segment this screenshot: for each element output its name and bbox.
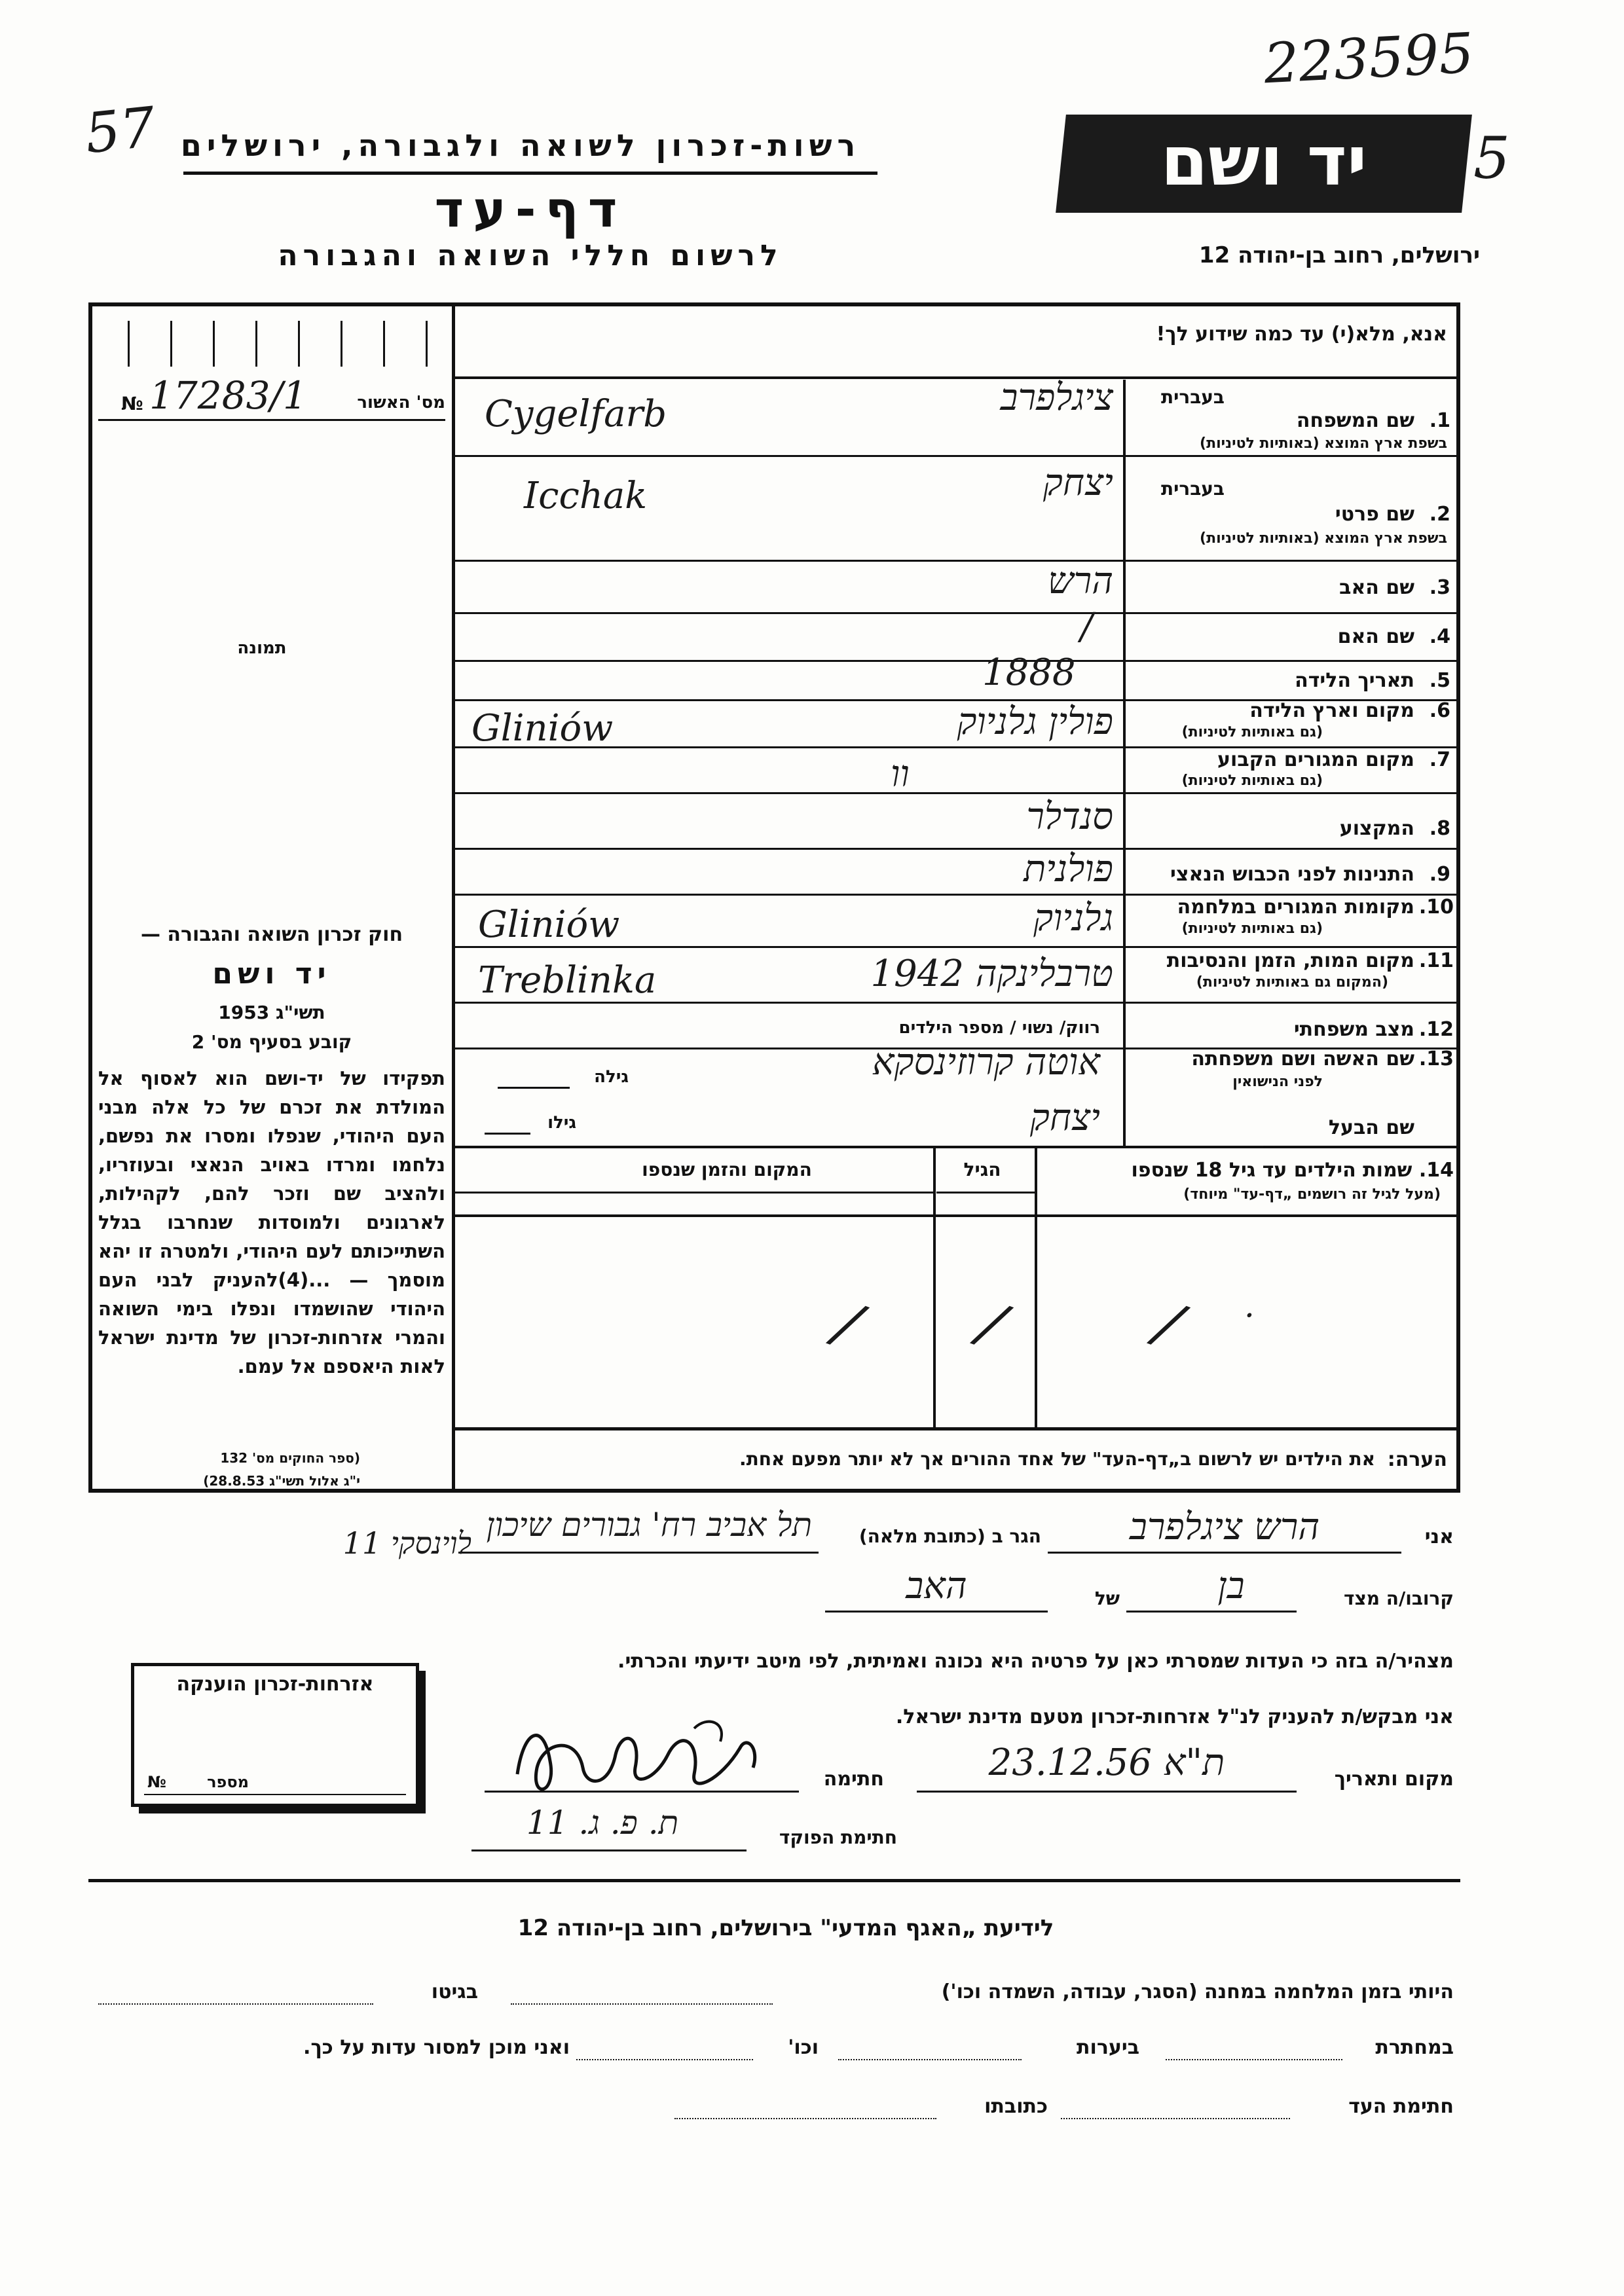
residing-label: הגר ב (כתובת מלאה) xyxy=(858,1525,1041,1547)
header-address: ירושלים, רחוב בן-יהודה 12 xyxy=(1198,242,1480,268)
row-rule-10 xyxy=(455,946,1460,948)
address-line xyxy=(458,1552,819,1554)
field-10-label: מקומות המגורים במלחמה xyxy=(1177,896,1414,919)
forests-fill xyxy=(838,2059,1022,2062)
note-label: הערה: xyxy=(1387,1448,1447,1471)
bottom-separator xyxy=(88,1879,1460,1882)
archive-number-right: 5 xyxy=(1473,124,1510,192)
ghetto-fill xyxy=(98,2003,373,2006)
bottom-line1: היותי בזמן המלחמה במחנה (הסגר, עבודה, השמדה וכו') xyxy=(941,1980,1454,2003)
field-7-label: מקום המגורים הקבוע xyxy=(1217,748,1414,771)
field-10-latin-value: Gliniów xyxy=(478,903,620,946)
bottom-heading: לידיעת „האגף המדעי" בירושלים, רחוב בן-יהודה 12 xyxy=(517,1915,1054,1941)
officer-signature-label: חתימת הפוקד xyxy=(779,1827,897,1848)
field-7-number: 7. xyxy=(1429,748,1450,771)
field-2-label: שם פרטי xyxy=(1335,503,1414,526)
field-3-number: 3. xyxy=(1429,576,1450,599)
etc-label: וכו' xyxy=(788,2036,819,2059)
law-name: יד ושם xyxy=(212,957,331,991)
citizenship-box-shadow-bottom xyxy=(139,1807,426,1813)
officer-signature-line xyxy=(471,1850,747,1851)
field-2-hebrew-value: יצחק xyxy=(1043,462,1113,504)
field-6-number: 6. xyxy=(1429,699,1450,722)
forests-label: ביערות xyxy=(1077,2036,1139,2059)
children-header-rule-a xyxy=(936,1192,1035,1194)
husband-value: יצחק xyxy=(1029,1097,1100,1139)
citizenship-box-shadow-right xyxy=(419,1671,426,1813)
field-6-note: (גם באותיות לטיניות) xyxy=(1181,724,1323,740)
age-line-wife xyxy=(498,1087,570,1089)
field-3-value: הרש xyxy=(1048,560,1113,602)
field-13-value: אוטה קרוזינסקא xyxy=(872,1041,1100,1084)
field-13-number: 13. xyxy=(1418,1048,1454,1070)
relation-label: קרובו/ה מצד xyxy=(1344,1588,1454,1609)
relation-of-line xyxy=(825,1611,1048,1613)
field-7-note: (גם באותיות לטיניות) xyxy=(1181,773,1323,789)
age-label-husband: גילו xyxy=(547,1113,576,1133)
children-label: 14. שמות הילדים עד גיל 18 שנספו xyxy=(1131,1159,1454,1182)
declarant-name: הרש ציגלפרב xyxy=(1129,1506,1320,1548)
org-line: רשות-זכרון לשואה ולגבורה, ירושלים xyxy=(180,128,861,163)
witness-ready-label: ואני מוכן למסור עדות על כך. xyxy=(303,2036,570,2059)
approval-number: 17283/1 xyxy=(149,373,307,418)
law-section: קובע בסעיף מס' 2 xyxy=(191,1031,352,1053)
field-9-number: 9. xyxy=(1429,863,1450,886)
children-age-header: הגיל xyxy=(963,1159,1001,1180)
citizenship-request: אני מבקש/ת להעניק לנ"ל אזרחות-זכרון מטעם מדינת ישראל. xyxy=(895,1705,1454,1728)
field-11-latin-value: Treblinka xyxy=(478,959,657,1002)
approval-prefix: № xyxy=(121,393,143,414)
signature-label: חתימה xyxy=(823,1768,884,1791)
photo-label: תמונה xyxy=(237,638,287,658)
extra-address: לוינסקי 11 xyxy=(342,1525,471,1561)
handwritten-signature xyxy=(498,1702,773,1813)
declaration-text: מצהיר/ה בזה כי העדות שמסרתי כאן על פרטיה היא נכונה ואמיתית, לפי מיטב ידיעתי והכרתי. xyxy=(618,1650,1454,1673)
law-source-1: (ספר החוקים מס' 132 xyxy=(220,1450,360,1466)
header-rule xyxy=(183,172,877,175)
citizenship-box-number-line xyxy=(144,1794,406,1795)
form-title: דף-עד xyxy=(434,180,627,238)
field-5-value: 1888 xyxy=(982,651,1076,694)
approval-label: מס' האשור xyxy=(357,393,445,412)
form-subtitle: לרשום חללי השואה והגבורה xyxy=(278,239,783,272)
form-instruction: אנא, מלא(י) עד כמה שידוע לך! xyxy=(1156,323,1447,346)
law-source-2: י"ג אלול תשי"ג 28.8.53) xyxy=(203,1473,360,1489)
field-6-label: מקום וארץ הלידה xyxy=(1249,699,1414,722)
field-11-hebrew-value: טרבלינקה 1942 xyxy=(870,953,1113,995)
ani-label: אני xyxy=(1424,1525,1454,1548)
bottom-line1-fill xyxy=(511,2003,773,2006)
field-7-value: וו xyxy=(891,753,910,795)
witness-signature-label: חתימת העד xyxy=(1348,2095,1454,2118)
row-rule-4 xyxy=(455,660,1460,662)
field-6-hebrew-value: פולין גלניוק xyxy=(957,701,1113,743)
witness-signature-fill xyxy=(1061,2118,1290,2121)
field-2-note: בשפת ארץ המוצא (באותיות לטיניות) xyxy=(1200,530,1447,547)
archive-number-left: 57 xyxy=(82,94,158,166)
field-1-in-hebrew: בעברית xyxy=(1160,386,1225,408)
children-bottom-rule xyxy=(455,1427,1460,1430)
field-1-note: בשפת ארץ המוצא (באותיות לטיניות) xyxy=(1200,435,1447,452)
address-value: תל אביב רח' גבורים שיכון xyxy=(486,1506,812,1544)
row-rule-11 xyxy=(455,1002,1460,1004)
field-1-label: שם המשפחה xyxy=(1296,409,1414,432)
yad-vashem-logo-text: יד ושם xyxy=(1160,121,1367,201)
place-date-label: מקום ותאריך xyxy=(1334,1768,1454,1791)
field-10-hebrew-value: גלניוק xyxy=(1033,897,1113,939)
field-2-number: 2. xyxy=(1429,503,1450,526)
field-10-note: (גם באותיות לטיניות) xyxy=(1181,920,1323,937)
children-place-header: המקום והזמן שנספו xyxy=(642,1159,812,1180)
citizenship-number-prefix: № xyxy=(147,1773,166,1791)
field-8-value: סנדלר xyxy=(1026,795,1113,838)
place-date-value: ת"א 23.12.56 xyxy=(988,1741,1225,1784)
field-9-label: התנינות לפני הכבוש הנאצי xyxy=(1170,863,1414,886)
field-9-value: פולנית xyxy=(1024,848,1113,890)
field-1-number: 1. xyxy=(1429,409,1450,432)
field-8-number: 8. xyxy=(1429,817,1450,840)
field-12-number: 12. xyxy=(1418,1018,1454,1041)
age-line-husband xyxy=(485,1133,530,1135)
citizenship-number-label: מספר xyxy=(207,1773,249,1791)
children-note: (מעל לגיל זה רושמים „דף-עד" מיוחד) xyxy=(1183,1186,1441,1203)
law-body: תפקידו של יד-ושם הוא לאסוף אל המולדת את זכרם של כל אלה מבני העם היהודי, שנפלו ומסרו את נפשם, נלחמו ומרדו באויב הנאצי ובעוזריו, ולהציב שם וזכר להם, לקהילות, לארגונים ולמוסדות שנחרבו בגלל השתייכותם לעם היהודי, ולמטרה זו יהא מוסמך — ...(4)להעניק לבני העם היהודי שהושמדו ונפלו בימי השואה והמרי אזרחות-זכרון של מדינת ישראל לאות היאספם אל עמם. xyxy=(98,1067,445,1377)
witness-address-label: כתובתו xyxy=(984,2095,1048,2118)
field-4-label: שם האם xyxy=(1337,625,1414,648)
relation-value: בן xyxy=(1217,1565,1245,1607)
approval-cells xyxy=(98,308,439,367)
hiding-label: במחתרת xyxy=(1375,2036,1454,2059)
law-title: חוק זכרון השואה והגבורה — xyxy=(140,923,403,946)
age-label-wife: גילה xyxy=(594,1067,629,1087)
field-2-in-hebrew: בעברית xyxy=(1160,478,1225,500)
declarant-name-line xyxy=(1048,1552,1401,1554)
field-13-note: לפני הנישואין xyxy=(1232,1074,1323,1090)
children-header-rule-b xyxy=(455,1192,933,1194)
hiding-fill xyxy=(1166,2059,1342,2062)
husband-label: שם הבעל xyxy=(1328,1116,1414,1139)
children-row-rule xyxy=(455,1214,1460,1217)
citizenship-box-title: אזרחות-זכרון הוענקה xyxy=(176,1673,374,1696)
label-column-divider xyxy=(1123,380,1126,1146)
field-5-label: תאריך הלידה xyxy=(1295,669,1414,692)
note-text: את הילדים יש לרשום ב„דף-העד" של אחד ההורים אך לא יותר מפעם אחת. xyxy=(739,1448,1375,1470)
field-11-note: (המקום גם באותיות לטיניות) xyxy=(1196,974,1388,991)
place-date-line xyxy=(917,1791,1297,1793)
field-11-label: מקום המות, הזמן והנסיבות xyxy=(1166,949,1414,972)
field-1-hebrew-value: ציגלפרב xyxy=(1000,376,1113,419)
field-4-value: / xyxy=(1080,606,1093,648)
archive-number-top: 223595 xyxy=(1262,20,1476,96)
field-13-label: שם האשה ושם משפחתה xyxy=(1191,1048,1414,1070)
relation-of-value: האב xyxy=(906,1565,967,1607)
field-5-number: 5. xyxy=(1429,669,1450,692)
approval-underline xyxy=(98,419,445,421)
field-10-number: 10. xyxy=(1418,896,1454,919)
row-rule-3 xyxy=(455,612,1460,614)
officer-signature-value: ת. פ. ג. 11 xyxy=(526,1804,679,1842)
field-8-label: המקצוע xyxy=(1339,817,1414,840)
row-rule-13 xyxy=(455,1146,1460,1148)
field-2-latin-value: Icchak xyxy=(524,475,648,517)
field-6-latin-value: Gliniów xyxy=(471,707,614,750)
row-rule-1 xyxy=(455,455,1460,457)
marital-options: רווק/ נשוי / מספר הילדים xyxy=(898,1018,1100,1038)
ghetto-label: בגיטו xyxy=(431,1980,478,2003)
field-3-label: שם האב xyxy=(1339,576,1414,599)
field-11-number: 11. xyxy=(1418,949,1454,972)
field-4-number: 4. xyxy=(1429,625,1450,648)
left-column-divider xyxy=(452,302,455,1493)
field-1-latin-value: Cygelfarb xyxy=(485,393,667,435)
witness-address-fill xyxy=(674,2118,936,2121)
field-12-label: מצב משפחתי xyxy=(1293,1018,1414,1041)
of-label: של xyxy=(1094,1588,1120,1609)
signature-line xyxy=(485,1791,799,1793)
children-empty-strokes: / / / · xyxy=(826,1288,1255,1360)
row-rule-7 xyxy=(455,792,1460,794)
law-year: תשי"ג 1953 xyxy=(218,1002,325,1023)
etc-fill xyxy=(576,2059,753,2062)
relation-line xyxy=(1126,1611,1297,1613)
